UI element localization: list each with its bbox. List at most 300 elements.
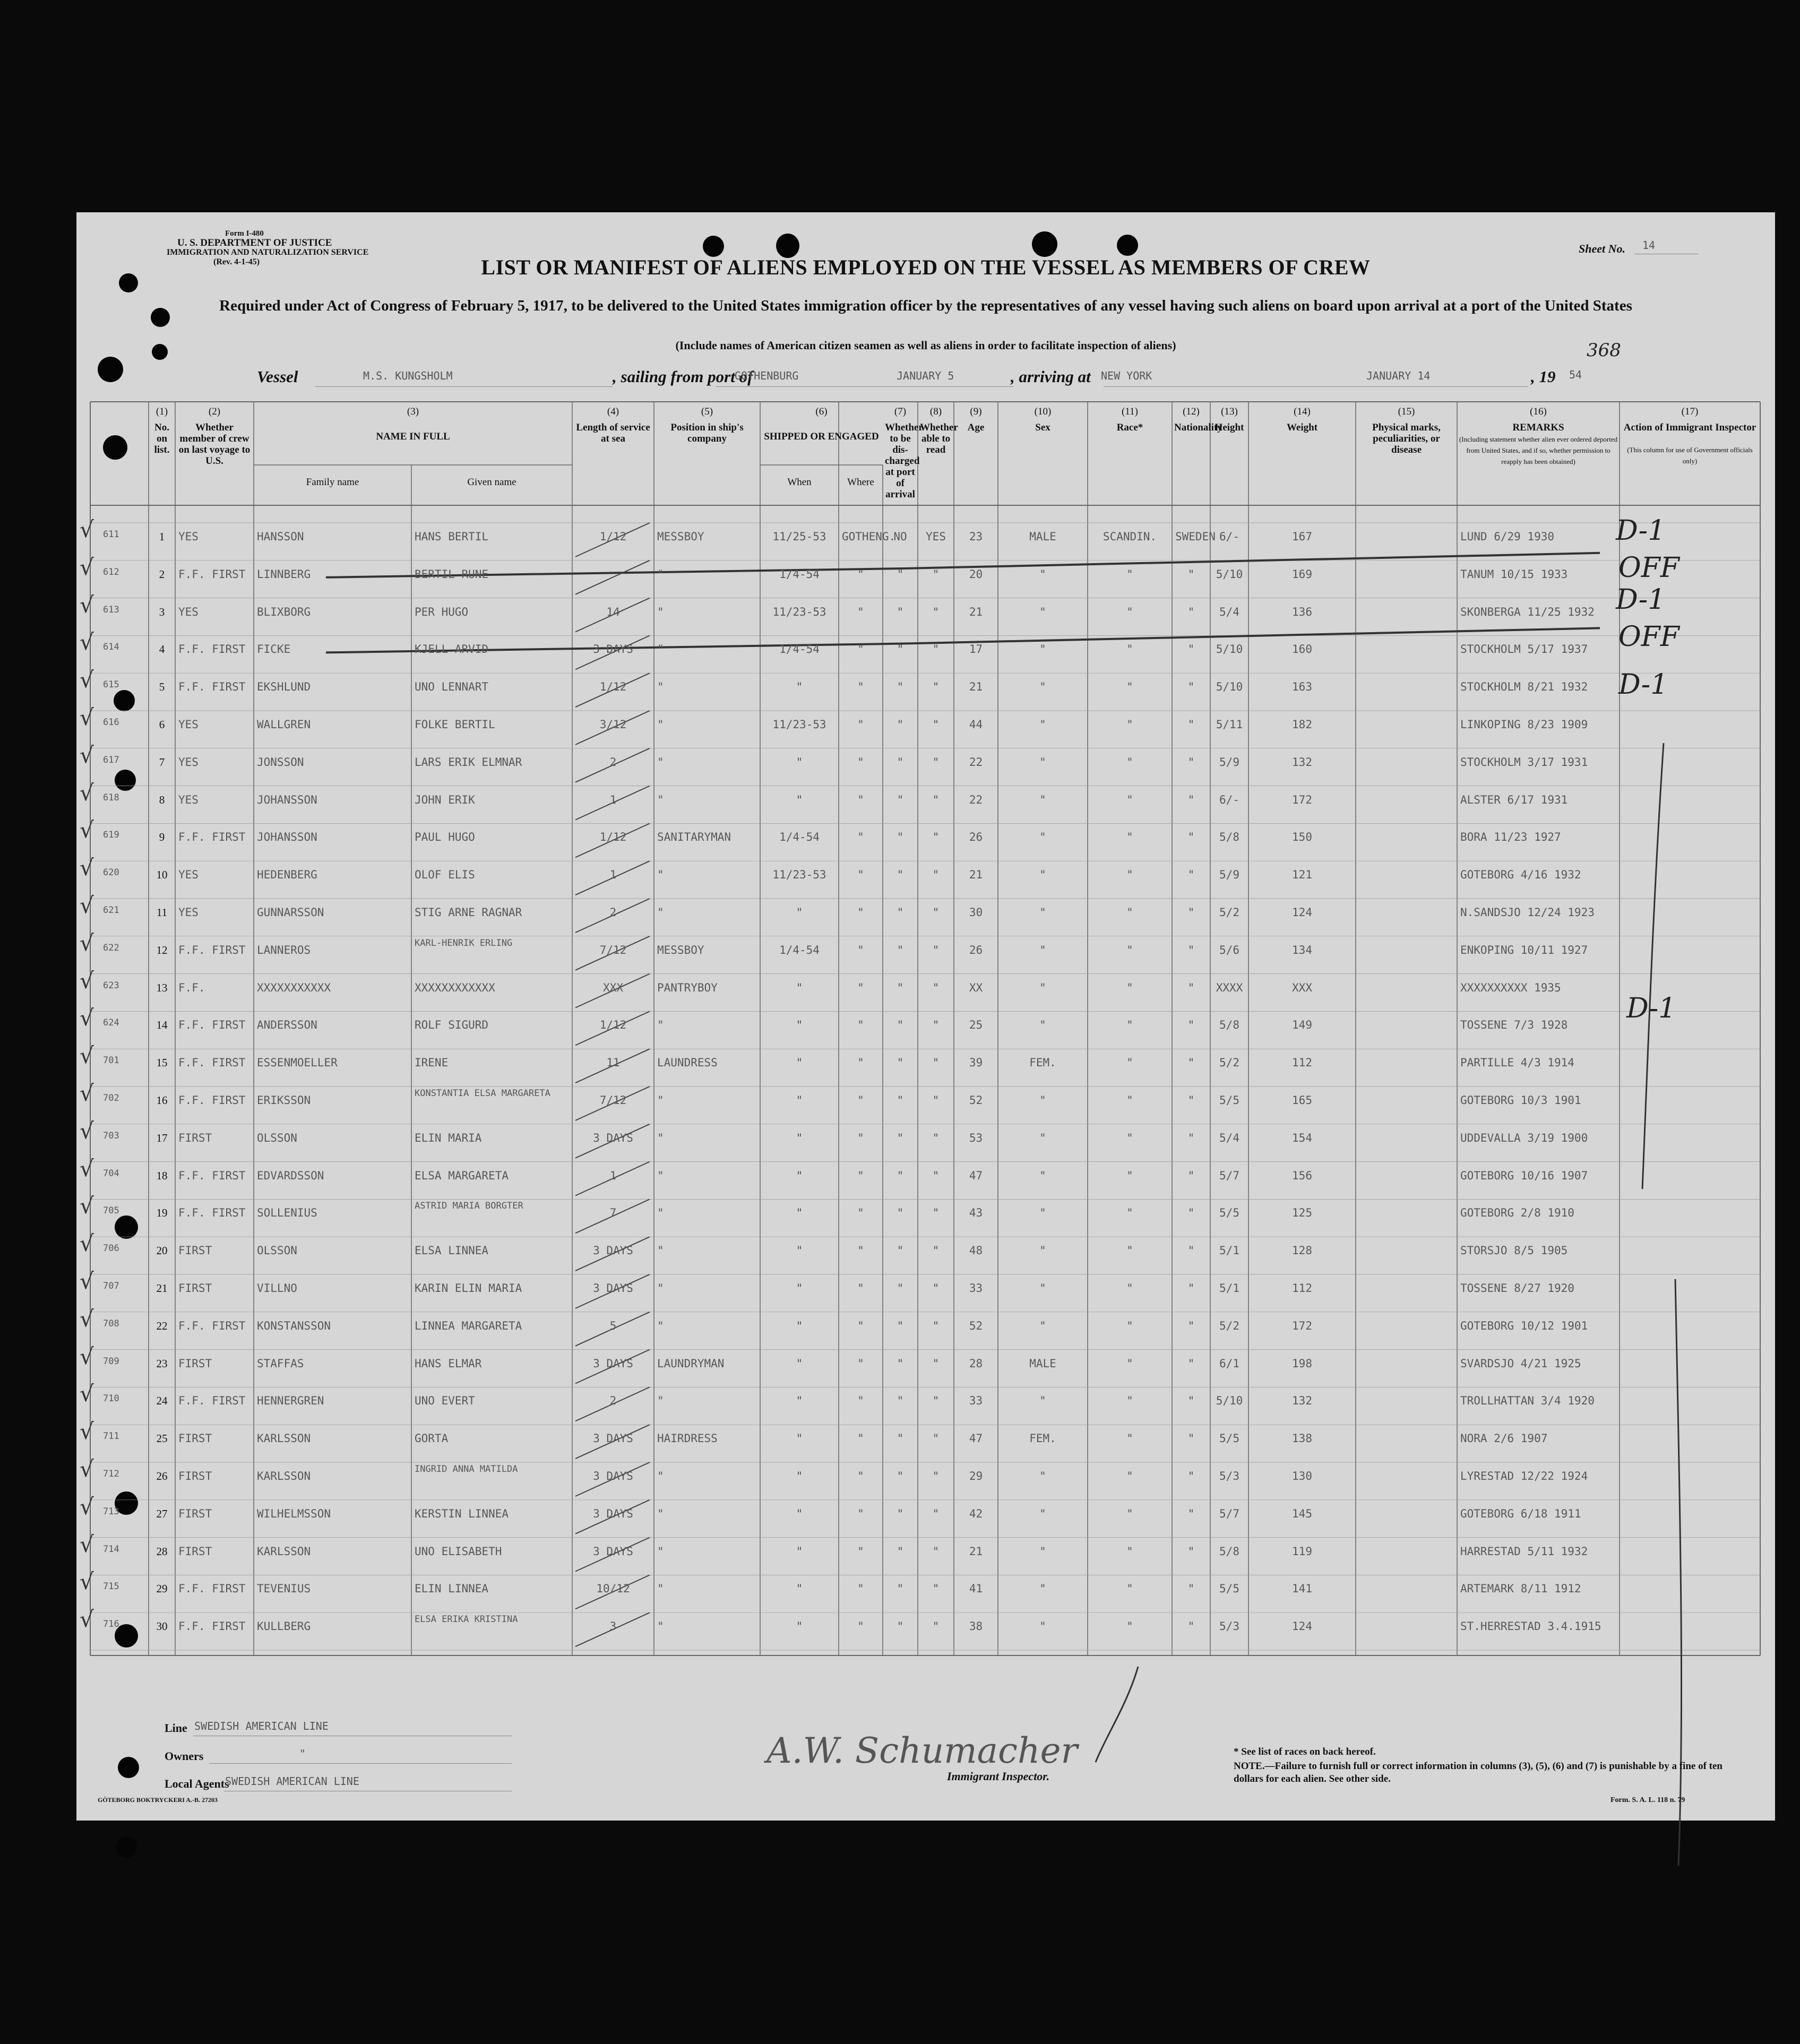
cell-age: 26 [969, 943, 983, 956]
column-header: REMARKS [1512, 422, 1564, 433]
cell-ht: XXXX [1216, 981, 1243, 994]
cell-nat: " [1187, 718, 1195, 731]
cell-age: 23 [969, 530, 983, 543]
cell-read: " [932, 1056, 940, 1070]
cell-svc: 5 [609, 1319, 617, 1332]
cell-wt: 163 [1292, 680, 1312, 694]
arrival-port: NEW YORK [1101, 369, 1152, 382]
column-number: (8) [929, 406, 942, 417]
cell-wt: 132 [1292, 1394, 1312, 1408]
cell-wt: 145 [1292, 1507, 1312, 1520]
cell-nat: " [1187, 906, 1195, 919]
cell-dis: " [897, 1094, 904, 1107]
check-mark: √ [80, 1456, 94, 1482]
cell-no: 23 [156, 1357, 168, 1370]
cell-prev: F.F. FIRST [178, 1582, 246, 1595]
cell-wt: 172 [1292, 793, 1312, 806]
cell-when: " [796, 1056, 803, 1070]
cell-ht: 5/9 [1219, 868, 1239, 882]
cell-pos: SANITARYMAN [657, 831, 731, 844]
cell-no: 2 [159, 567, 165, 581]
line-ref: 613 [103, 604, 119, 615]
check-mark: √ [80, 1005, 94, 1031]
check-mark: √ [80, 1606, 94, 1633]
cell-nat: " [1187, 1094, 1195, 1107]
cell-when: " [796, 1282, 803, 1295]
cell-dis: " [897, 831, 904, 844]
cell-sex: " [1039, 567, 1046, 581]
column-number: (14) [1294, 406, 1311, 417]
cell-given: JOHN ERIK [415, 793, 475, 806]
line-ref: 703 [103, 1130, 119, 1141]
cell-race: " [1126, 943, 1133, 956]
cell-where: " [857, 718, 864, 731]
cell-rem: STOCKHOLM 8/21 1932 [1460, 680, 1588, 694]
cell-no: 15 [156, 1056, 168, 1070]
cell-family: STAFFAS [257, 1357, 304, 1370]
check-mark: √ [80, 667, 94, 693]
cell-age: 22 [969, 755, 983, 769]
cell-age: 41 [969, 1582, 983, 1595]
cell-no: 11 [156, 906, 168, 919]
column-number: (12) [1183, 406, 1200, 417]
cell-prev: YES [178, 868, 199, 882]
cell-wt: 138 [1292, 1432, 1312, 1445]
cell-dis: " [897, 605, 904, 618]
cell-nat: " [1187, 1357, 1195, 1370]
cell-given: LARS ERIK ELMNAR [415, 755, 522, 769]
cell-when: 11/23-53 [772, 868, 826, 882]
cell-family: JOHANSSON [257, 831, 317, 844]
cell-when: " [796, 1620, 803, 1633]
cell-rem: LINKOPING 8/23 1909 [1460, 718, 1588, 731]
cell-wt: 149 [1292, 1019, 1312, 1032]
page-subtitle: Required under Act of Congress of February 5, 1917, to be delivered to the United States immigration officer by the representatives of any vessel having such aliens on board upon arrival at a port of the United States [219, 297, 1632, 314]
cell-when: " [796, 755, 803, 769]
cell-no: 18 [156, 1169, 168, 1182]
cell-no: 28 [156, 1545, 168, 1558]
cell-prev: YES [178, 755, 199, 769]
cell-rem: STOCKHOLM 3/17 1931 [1460, 755, 1588, 769]
check-mark: √ [80, 1193, 94, 1219]
cell-family: JOHANSSON [257, 793, 317, 806]
cell-svc: 10/12 [596, 1582, 630, 1595]
cell-given: ELSA LINNEA [415, 1244, 489, 1257]
cell-where: " [857, 793, 864, 806]
service: IMMIGRATION AND NATURALIZATION SERVICE [167, 248, 369, 257]
inspector-action: D-1 [1616, 515, 1666, 547]
cell-dis: " [897, 1131, 904, 1144]
family-name-header: Family name [306, 477, 359, 488]
cell-race: " [1126, 1582, 1133, 1595]
cell-sex: FEM. [1029, 1056, 1056, 1070]
cell-wt: 124 [1292, 1620, 1312, 1633]
cell-sex: " [1039, 1169, 1046, 1182]
cell-prev: F.F. FIRST [178, 1620, 246, 1633]
cell-when: " [796, 1094, 803, 1107]
check-mark: √ [80, 855, 94, 881]
cell-sex: " [1039, 1582, 1046, 1595]
cell-where: " [857, 981, 864, 994]
cell-ht: 5/10 [1216, 643, 1243, 656]
cell-race: " [1126, 1357, 1133, 1370]
cell-when: " [796, 981, 803, 994]
cell-wt: 150 [1292, 831, 1312, 844]
cell-nat: " [1187, 680, 1195, 694]
line-ref: 708 [103, 1318, 119, 1329]
cell-family: WILHELMSSON [257, 1507, 331, 1520]
cell-when: 1/4-54 [779, 943, 820, 956]
cell-sex: " [1039, 755, 1046, 769]
cell-dis: " [897, 1169, 904, 1182]
cell-wt: 160 [1292, 643, 1312, 656]
cell-ht: 5/7 [1219, 1169, 1239, 1182]
check-mark: √ [80, 1230, 94, 1257]
cell-svc: 7/12 [599, 943, 627, 956]
column-header: Physical marks, peculiarities, or disease [1372, 422, 1441, 455]
cell-rem: TROLLHATTAN 3/4 1920 [1460, 1394, 1595, 1408]
cell-where: " [857, 1582, 864, 1595]
cell-dis: " [897, 1432, 904, 1445]
line-ref: 617 [103, 754, 119, 765]
cell-when: " [796, 1582, 803, 1595]
line-value: SWEDISH AMERICAN LINE [194, 1720, 329, 1732]
cell-age: 21 [969, 1545, 983, 1558]
cell-prev: F.F. FIRST [178, 1019, 246, 1032]
cell-pos: " [657, 1282, 664, 1295]
cell-family: EKSHLUND [257, 680, 311, 694]
cell-nat: " [1187, 1019, 1195, 1032]
cell-read: " [932, 981, 940, 994]
cell-given: ASTRID MARIA BORGTER [415, 1201, 523, 1212]
cell-pos: " [657, 793, 664, 806]
cell-sex: " [1039, 1206, 1046, 1220]
cell-nat: " [1187, 868, 1195, 882]
cell-given: PAUL HUGO [415, 831, 475, 844]
cell-given: ELSA MARGARETA [415, 1169, 509, 1182]
cell-ht: 5/10 [1216, 567, 1243, 581]
cell-age: 29 [969, 1470, 983, 1482]
cell-where: " [857, 1244, 864, 1257]
cell-svc: 11 [606, 1056, 620, 1070]
line-ref: 704 [103, 1168, 119, 1179]
line-label: Line [165, 1721, 187, 1735]
cell-read: " [932, 605, 940, 618]
cell-family: HENNERGREN [257, 1394, 324, 1408]
cell-given: UNO ELISABETH [415, 1545, 502, 1558]
check-mark: √ [80, 1042, 94, 1069]
cell-prev: F.F. FIRST [178, 831, 246, 844]
cell-age: 26 [969, 831, 983, 844]
cell-svc: 3 DAYS [593, 1470, 633, 1482]
cell-sex: " [1039, 643, 1046, 656]
vessel-name: M.S. KUNGSHOLM [363, 369, 453, 382]
cell-read: " [932, 1094, 940, 1107]
cell-dis: " [897, 868, 904, 882]
line-ref: 709 [103, 1356, 119, 1367]
line-ref: 714 [103, 1543, 119, 1555]
cell-prev: F.F. FIRST [178, 1319, 246, 1332]
line-ref: 712 [103, 1469, 119, 1479]
sheet-number: 14 [1642, 239, 1656, 252]
cell-nat: " [1187, 567, 1195, 581]
cell-read: " [932, 831, 940, 844]
cell-prev: YES [178, 906, 199, 919]
cell-where: " [857, 831, 864, 844]
cell-nat: " [1187, 605, 1195, 618]
cell-race: " [1126, 1169, 1133, 1182]
cell-nat: SWEDEN [1175, 530, 1216, 543]
cell-pos: PANTRYBOY [657, 981, 718, 994]
column-header: Sex [1035, 422, 1050, 433]
cell-race: " [1126, 1319, 1133, 1332]
cell-ht: 5/2 [1219, 906, 1239, 919]
given-name-header: Given name [467, 477, 516, 488]
cell-given: OLOF ELIS [415, 868, 475, 882]
cell-wt: 167 [1292, 530, 1312, 543]
cell-dis: " [897, 1545, 904, 1558]
cell-read: " [932, 1319, 940, 1332]
cell-family: KARLSSON [257, 1545, 311, 1558]
line-ref: 707 [103, 1281, 119, 1291]
cell-read: " [932, 1582, 940, 1595]
cell-given: ELSA ERIKA KRISTINA [415, 1614, 518, 1625]
agents-label: Local Agents [165, 1777, 229, 1790]
cell-ht: 5/8 [1219, 831, 1239, 844]
cell-rem: STORSJO 8/5 1905 [1460, 1244, 1568, 1257]
cell-pos: " [657, 680, 664, 694]
cell-ht: 5/7 [1219, 1507, 1239, 1520]
cell-pos: " [657, 1394, 664, 1408]
cell-race: " [1126, 1094, 1133, 1107]
column-header: Nationality [1174, 422, 1222, 433]
cell-rem: GOTEBORG 6/18 1911 [1460, 1507, 1581, 1520]
cell-rem: SKONBERGA 11/25 1932 [1460, 605, 1595, 618]
cell-when: 11/25-53 [772, 530, 826, 543]
cell-rem: ENKOPING 10/11 1927 [1460, 943, 1588, 956]
cell-sex: " [1039, 1620, 1046, 1633]
cell-where: " [857, 1319, 864, 1332]
cell-dis: " [897, 1282, 904, 1295]
cell-rem: SVARDSJO 4/21 1925 [1460, 1357, 1581, 1370]
cell-prev: F.F. [178, 981, 205, 994]
cell-given: IRENE [415, 1056, 449, 1070]
cell-dis: " [897, 1394, 904, 1408]
cell-sex: MALE [1029, 1357, 1056, 1370]
cell-family: KONSTANSSON [257, 1319, 331, 1332]
cell-ht: 5/8 [1219, 1019, 1239, 1032]
cell-dis: " [897, 906, 904, 919]
line-ref: 615 [103, 679, 119, 691]
cell-rem: NORA 2/6 1907 [1460, 1432, 1548, 1445]
line-ref: 701 [103, 1055, 119, 1066]
cell-where: " [857, 1206, 864, 1220]
cell-dis: " [897, 1620, 904, 1633]
cell-ht: 5/10 [1216, 680, 1243, 694]
printer-mark: GÖTEBORG BOKTRYCKERI A.-B. 27203 [98, 1796, 218, 1804]
cell-sex: " [1039, 831, 1046, 844]
cell-rem: ST.HERRESTAD 3.4.1915 [1460, 1620, 1601, 1633]
cell-nat: " [1187, 1244, 1195, 1257]
line-ref: 614 [103, 642, 119, 653]
service-slash [575, 560, 650, 594]
cell-when: " [796, 1206, 803, 1220]
cell-pos: " [657, 755, 664, 769]
cell-no: 8 [159, 793, 165, 806]
cell-read: " [932, 1357, 940, 1370]
check-mark: √ [80, 591, 94, 618]
line-ref: 611 [103, 529, 119, 540]
cell-pos: " [657, 1620, 664, 1633]
cell-no: 9 [159, 831, 165, 844]
cell-given: ELIN MARIA [415, 1131, 482, 1144]
cell-read: " [932, 1620, 940, 1633]
arriving-label: , arriving at [1011, 367, 1091, 386]
cell-rem: BORA 11/23 1927 [1460, 831, 1561, 844]
cell-race: " [1126, 1131, 1133, 1144]
cell-svc: 3 DAYS [593, 1545, 633, 1558]
cell-given: STIG ARNE RAGNAR [415, 906, 522, 919]
cell-sex: " [1039, 718, 1046, 731]
cell-where: " [857, 906, 864, 919]
owners-value: " [299, 1747, 306, 1760]
cell-dis: " [897, 1507, 904, 1520]
cell-prev: FIRST [178, 1470, 212, 1482]
cell-ht: 5/5 [1219, 1094, 1239, 1107]
cell-svc: 2 [609, 906, 617, 919]
column-header: Whether member of crew on last voyage to U.S. [178, 422, 251, 467]
check-mark: √ [80, 1268, 94, 1294]
cell-pos: MESSBOY [657, 943, 704, 956]
cell-where: " [857, 1282, 864, 1295]
cell-nat: " [1187, 1169, 1195, 1182]
cell-wt: 172 [1292, 1319, 1312, 1332]
cell-wt: 130 [1292, 1470, 1312, 1482]
inspector-signature: A.W. Schumacher [766, 1730, 1078, 1771]
cell-read: " [932, 1019, 940, 1032]
column-number: (1) [156, 406, 168, 417]
cell-svc: 2 [609, 755, 617, 769]
inspector-action: OFF [1618, 621, 1680, 653]
cell-no: 13 [156, 981, 168, 994]
cell-sex: " [1039, 1282, 1046, 1295]
inspector-action: OFF [1618, 552, 1680, 584]
column-header: Length of service at sea [576, 422, 650, 444]
cell-family: ERIKSSON [257, 1094, 311, 1107]
cell-rem: GOTEBORG 10/12 1901 [1460, 1319, 1588, 1332]
cell-read: " [932, 1131, 940, 1144]
cell-pos: HAIRDRESS [657, 1432, 718, 1445]
column-header: Race* [1116, 422, 1143, 433]
cell-rem: LUND 6/29 1930 [1460, 530, 1555, 543]
cell-sex: " [1039, 868, 1046, 882]
column-number: (13) [1221, 406, 1238, 417]
cell-given: KARIN ELIN MARIA [415, 1282, 522, 1295]
fine-note: NOTE.—Failure to furnish full or correct information in columns (3), (5), (6) and (7) is punishable by a fine of ten dollars for each alien. See other side. [1234, 1761, 1723, 1784]
cell-given: FOLKE BERTIL [415, 718, 495, 731]
cell-dis: " [897, 1019, 904, 1032]
cell-given: LINNEA MARGARETA [415, 1319, 522, 1332]
cell-race: " [1126, 906, 1133, 919]
cell-sex: " [1039, 680, 1046, 694]
cell-no: 29 [156, 1582, 168, 1595]
cell-when: " [796, 1507, 803, 1520]
check-mark: √ [80, 1381, 94, 1407]
vessel-label: Vessel [257, 367, 298, 386]
cell-dis: " [897, 981, 904, 994]
cell-race: " [1126, 1244, 1133, 1257]
page-title: LIST OR MANIFEST OF ALIENS EMPLOYED ON THE VESSEL AS MEMBERS OF CREW [481, 255, 1371, 279]
cell-family: VILLNO [257, 1282, 297, 1295]
cell-pos: LAUNDRYMAN [657, 1357, 725, 1370]
line-ref: 624 [103, 1017, 119, 1029]
cell-read: YES [926, 530, 946, 543]
cell-read: " [932, 1244, 940, 1257]
check-mark: √ [80, 1117, 94, 1144]
cell-no: 26 [156, 1470, 168, 1482]
cell-given: UNO LENNART [415, 680, 489, 694]
cell-race: " [1126, 567, 1133, 581]
line-ref: 710 [103, 1393, 119, 1404]
check-mark: √ [80, 741, 94, 768]
cell-given: KONSTANTIA ELSA MARGARETA [415, 1088, 550, 1099]
cell-wt: 112 [1292, 1282, 1312, 1295]
cell-family: KARLSSON [257, 1470, 311, 1482]
cell-family: OLSSON [257, 1131, 297, 1144]
cell-sex: MALE [1029, 530, 1056, 543]
cell-family: LANNEROS [257, 943, 311, 956]
cell-ht: 5/6 [1219, 943, 1239, 956]
check-mark: √ [80, 554, 94, 580]
cell-nat: " [1187, 1319, 1195, 1332]
column-number: (5) [701, 406, 713, 417]
cell-rem: UDDEVALLA 3/19 1900 [1460, 1131, 1588, 1144]
cell-dis: " [897, 1357, 904, 1370]
cell-where: " [857, 605, 864, 618]
cell-race: " [1126, 1019, 1133, 1032]
cell-sex: FEM. [1029, 1432, 1056, 1445]
column-number: (4) [607, 406, 619, 417]
cell-svc: 3 DAYS [593, 1282, 633, 1295]
cell-sex: " [1039, 793, 1046, 806]
cell-svc: 2 [609, 1394, 617, 1408]
cell-no: 3 [159, 605, 165, 618]
cell-age: 17 [969, 643, 983, 656]
cell-dis: " [897, 1470, 904, 1482]
cell-wt: 156 [1292, 1169, 1312, 1182]
arrival-date: JANUARY 14 [1366, 369, 1431, 382]
cell-age: 52 [969, 1094, 983, 1107]
cell-ht: 5/10 [1216, 1394, 1243, 1408]
cell-no: 17 [156, 1131, 168, 1144]
cell-ht: 5/8 [1219, 1545, 1239, 1558]
cell-rem: GOTEBORG 10/3 1901 [1460, 1094, 1581, 1107]
cell-when: " [796, 1319, 803, 1332]
cell-no: 22 [156, 1319, 168, 1332]
cell-rem: GOTEBORG 2/8 1910 [1460, 1206, 1574, 1220]
include-note: (Include names of American citizen seamen as well as aliens in order to facilitate inspection of aliens) [675, 339, 1176, 352]
cell-dis: " [897, 943, 904, 956]
cell-dis: " [897, 680, 904, 694]
column-number: (3) [407, 406, 419, 417]
cell-family: WALLGREN [257, 718, 311, 731]
cell-family: ESSENMOELLER [257, 1056, 338, 1070]
cell-prev: FIRST [178, 1357, 212, 1370]
cell-wt: 165 [1292, 1094, 1312, 1107]
cell-when: " [796, 906, 803, 919]
cell-age: 47 [969, 1169, 983, 1182]
cell-sex: " [1039, 943, 1046, 956]
